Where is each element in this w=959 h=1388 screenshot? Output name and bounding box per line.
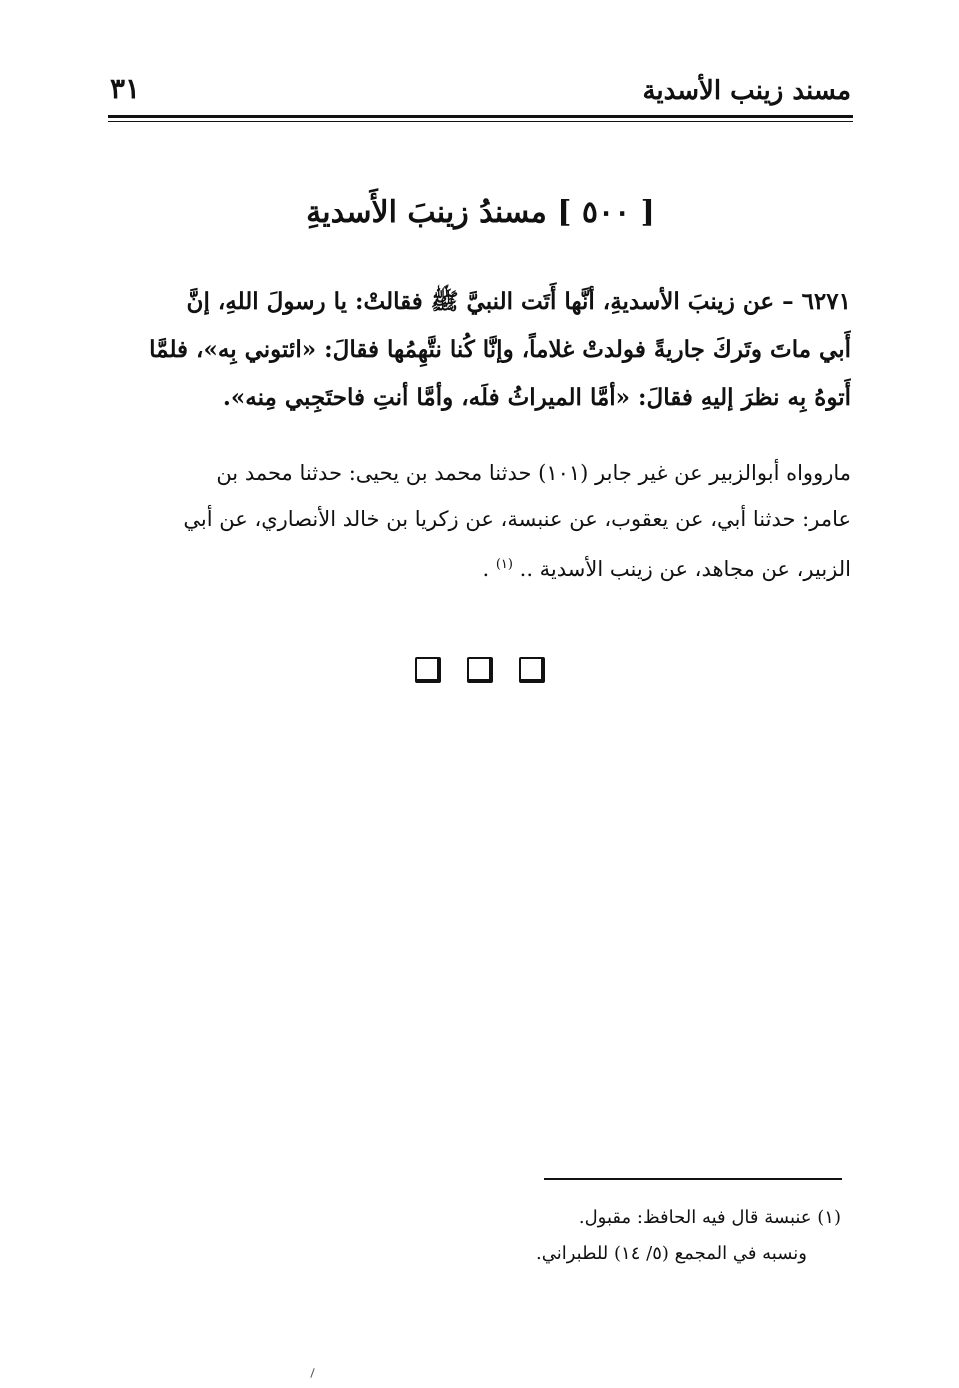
footnote-item: (١) عنبسة قال فيه الحافظ: مقبول. — [578, 1207, 841, 1228]
hadith-line: ٦٢٧١ – عن زينبَ الأسديةِ، أنَّها أَتَت النبيَّ ﷺ فقالتْ: يا رسولَ اللهِ، إنَّ — [186, 288, 851, 315]
narration-text: الزبير، عن مجاهد، عن زينب الأسدية .. — [519, 557, 851, 581]
narration-line-last — [106, 542, 851, 592]
hadith-line: أَتوهُ بِه نظرَ إليهِ فقالَ: «أمَّا الميراثُ فلَه، وأمَّا أنتِ فاحتَجِبي مِنه». — [222, 384, 851, 411]
running-header-title: مسند زينب الأسدية — [642, 76, 851, 106]
narration-line: عامر: حدثنا أبي، عن يعقوب، عن عنبسة، عن زكريا بن خالد الأنصاري، عن أبي — [183, 507, 851, 531]
hadith-paragraph — [106, 278, 851, 422]
header-rule-thin — [108, 121, 853, 122]
page-number: ٣١ — [110, 72, 141, 105]
section-heading: [ ٥٠٠ ] مسندُ زينبَ الأَسديةِ — [306, 195, 655, 230]
scan-mark — [310, 1368, 314, 1378]
narration-line: ماروواه أبوالزبير عن غير جابر (١٠١) حدثنا محمد بن يحيى: حدثنا محمد بن — [216, 461, 851, 485]
narration-paragraph — [106, 450, 851, 592]
header-rule — [108, 115, 853, 118]
ornament-box-icon — [415, 657, 441, 683]
ornament-box-icon — [519, 657, 545, 683]
footnote-rule — [544, 1178, 842, 1180]
footnotes — [421, 1200, 841, 1272]
footnote-item: ونسبه في المجمع (٥/ ١٤) للطبراني. — [535, 1243, 807, 1264]
hadith-line: أَبي ماتَ وتَركَ جاريةً فولدتْ غلاماً، وإنَّا كُنا نتَّهِمُها فقالَ: «ائتوني بِه»، فلمَّا — [149, 336, 851, 363]
section-separator — [0, 657, 959, 683]
footnote-reference: (١) — [495, 557, 513, 572]
narration-end-punct: . — [482, 557, 490, 581]
ornament-box-icon — [467, 657, 493, 683]
